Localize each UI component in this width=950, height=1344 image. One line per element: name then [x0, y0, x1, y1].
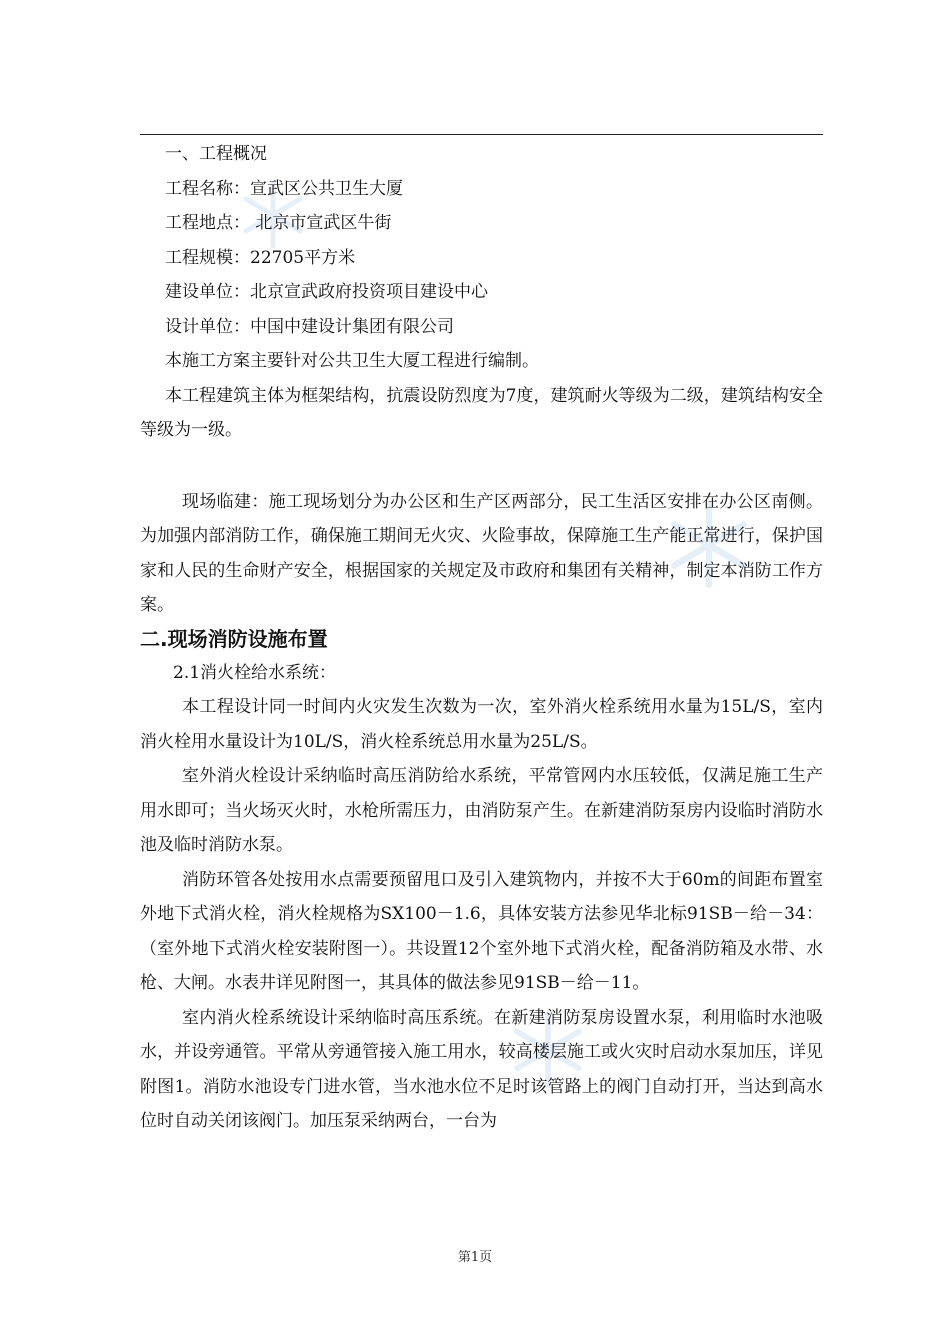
structure-paragraph: 本工程建筑主体为框架结构，抗震设防烈度为7度，建筑耐火等级为二级，建筑结构安全等级为一级。: [140, 385, 823, 440]
project-location: 工程地点： 北京市宣武区牛街: [165, 213, 392, 233]
paragraph-water-demand: 本工程设计同一时间内火灾发生次数为一次，室外消火栓系统用水量为15L/S，室内消火栓用水量设计为10L/S，消火栓系统总用水量为25L/S。: [140, 697, 823, 752]
project-scale: 工程规模：22705平方米: [165, 247, 356, 268]
site-paragraph: 现场临建：施工现场划分为办公区和生产区两部分，民工生活区安排在办公区南侧。为加强内部消防工作，确保施工期间无火灾、火险事故，保障施工生产能正常进行，保护国家和人民的生命财产安全，根据国家的关规定及市政府和集团有关精神，制定本消防工作方案。: [140, 491, 823, 615]
header-rule: [140, 134, 823, 135]
owner-unit: 建设单位：北京宣武政府投资项目建设中心: [165, 282, 488, 302]
subsection-title: 2.1消火栓给水系统：: [173, 662, 337, 683]
design-unit: 设计单位：中国中建设计集团有限公司: [165, 316, 454, 337]
page-number: 第1页: [457, 1250, 493, 1265]
section-1-title: 一、工程概况: [165, 144, 267, 164]
project-name: 工程名称：宣武区公共卫生大厦: [165, 178, 403, 199]
paragraph-ring-main: 消防环管各处按用水点需要预留甩口及引入建筑物内，并按不大于60m的间距布置室外地下式消火栓，消火栓规格为SX100－1.6，具体安装方法参见华北标91SB－给－34：（室外地下式消火栓安装附图一）。共设置12个室外地下式消火栓，配备消防箱及水带、水枪、大闸。水表井详见附图一，其具体的做法参见91SB－给－11。: [140, 869, 823, 993]
scope-text: 本施工方案主要针对公共卫生大厦工程进行编制。: [165, 351, 539, 371]
section-2-title: 二.现场消防设施布置: [140, 626, 328, 651]
paragraph-indoor-system: 室内消火栓系统设计采纳临时高压系统。在新建消防泵房设置水泵，利用临时水池吸水，并设旁通管。平常从旁通管接入施工用水，较高楼层施工或火灾时启动水泵加压，详见附图1。消防水池设专门进水管，当水池水位不足时该管路上的阀门自动打开，当达到高水位时自动关闭该阀门。加压泵采纳两台，一台为: [140, 1007, 823, 1131]
document-body: [140, 137, 823, 1139]
paragraph-outdoor-system: 室外消火栓设计采纳临时高压消防给水系统，平常管网内水压较低，仅满足施工生产用水即可；当火场灭火时，水枪所需压力，由消防泵产生。在新建消防泵房内设临时消防水池及临时消防水泵。: [140, 766, 823, 855]
